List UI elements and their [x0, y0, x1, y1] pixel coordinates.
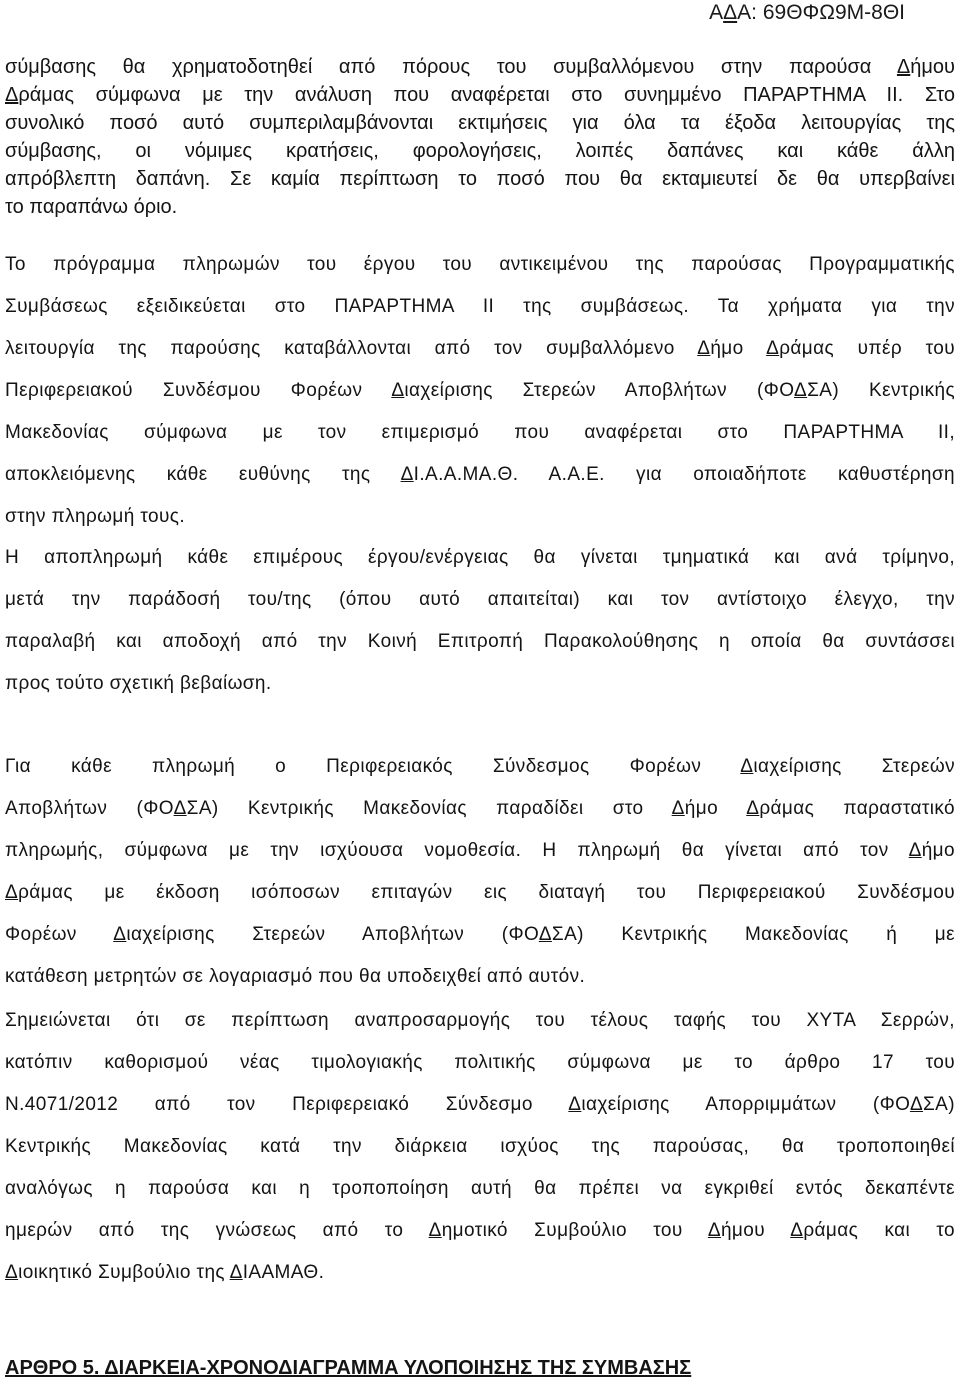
paragraph-line: σύμβασης θα χρηματοδοτηθεί από πόρους του συμβαλλόμενου στην παρούσα Δήμου	[5, 56, 955, 78]
paragraph-line: προς τούτο σχετική βεβαίωση.	[5, 673, 272, 694]
paragraph-line: μετά την παράδοσή του/της (όπου αυτό απαιτείται) και τον αντίστοιχο έλεγχο, την	[5, 589, 955, 610]
paragraph-line: αναλόγως η παρούσα και η τροποποίηση αυτή θα πρέπει να εγκριθεί εντός δεκαπέντε	[5, 1178, 955, 1199]
ada-document-code: ΑΔΑ: 69ΘΦΩ9Μ-8ΘΙ	[709, 1, 905, 24]
paragraph-line: κατόπιν καθορισμού νέας τιμολογιακής πολιτικής σύμφωνα με το άρθρο 17 του	[5, 1052, 955, 1073]
paragraph-line: στην πληρωμή τους.	[5, 506, 186, 527]
paragraph-line: Διοικητικό Συμβούλιο της ΔΙΑΑΜΑΘ.	[5, 1262, 325, 1283]
paragraph-line: συνολικό ποσό αυτό συμπεριλαμβάνονται εκτιμήσεις για όλα τα έξοδα λειτουργίας της	[5, 112, 955, 134]
paragraph-line: Συμβάσεως εξειδικεύεται στο ΠΑΡΑΡΤΗΜΑ ΙΙ της συμβάσεως. Τα χρήματα για την	[5, 296, 955, 317]
paragraph-line: Ν.4071/2012 από τον Περιφερειακό Σύνδεσμο Διαχείρισης Απορριμμάτων (ΦΟΔΣΑ)	[5, 1094, 955, 1115]
paragraph-line: Δράμας σύμφωνα με την ανάλυση που αναφέρεται στο συνημμένο ΠΑΡΑΡΤΗΜΑ ΙΙ. Στο	[5, 84, 955, 106]
paragraph-repayment	[5, 537, 955, 705]
paragraph-line: Σημειώνεται ότι σε περίπτωση αναπροσαρμογής του τέλους ταφής του ΧΥΤΑ Σερρών,	[5, 1010, 955, 1031]
paragraph-line: Η αποπληρωμή κάθε επιμέρους έργου/ενέργειας θα γίνεται τμηματικά και ανά τρίμηνο,	[5, 547, 955, 568]
paragraph-payment-procedure	[5, 746, 955, 998]
paragraph-funding	[5, 53, 955, 221]
paragraph-line: Δράμας με έκδοση ισόποσων επιταγών εις διαταγή του Περιφερειακού Συνδέσμου	[5, 882, 955, 903]
paragraph-line: Φορέων Διαχείρισης Στερεών Αποβλήτων (ΦΟΔΣΑ) Κεντρικής Μακεδονίας ή με	[5, 924, 956, 945]
paragraph-line: Μακεδονίας σύμφωνα με τον επιμερισμό που αναφέρεται στο ΠΑΡΑΡΤΗΜΑ ΙΙ,	[5, 422, 955, 443]
paragraph-line: λειτουργία της παρούσης καταβάλλονται από τον συμβαλλόμενο Δήμο Δράμας υπέρ του	[5, 338, 956, 359]
paragraph-line: παραλαβή και αποδοχή από την Κοινή Επιτροπή Παρακολούθησης η οποία θα συντάσσει	[5, 631, 955, 652]
paragraph-line: πληρωμής, σύμφωνα με την ισχύουσα νομοθεσία. Η πληρωμή θα γίνεται από τον Δήμο	[5, 840, 955, 861]
paragraph-line: κατάθεση μετρητών σε λογαριασμό που θα υποδειχθεί από αυτόν.	[5, 966, 586, 987]
paragraph-fee-adjustment	[5, 1000, 955, 1294]
paragraph-line: Το πρόγραμμα πληρωμών του έργου του αντικειμένου της παρούσας Προγραμματικής	[5, 254, 955, 275]
article-heading: ΑΡΘΡΟ 5. ΔΙΑΡΚΕΙΑ-ΧΡΟΝΟΔΙΑΓΡΑΜΜΑ ΥΛΟΠΟΙΗΣΗΣ ΤΗΣ ΣΥΜΒΑΣΗΣ	[5, 1357, 692, 1379]
paragraph-line: Κεντρικής Μακεδονίας κατά την διάρκεια ισχύος της παρούσας, θα τροποποιηθεί	[5, 1136, 955, 1157]
paragraph-line: σύμβασης, οι νόμιμες κρατήσεις, φορολογήσεις, λοιπές δαπάνες και κάθε άλλη	[5, 140, 955, 162]
paragraph-line: Περιφερειακού Συνδέσμου Φορέων Διαχείρισης Στερεών Αποβλήτων (ΦΟΔΣΑ) Κεντρικής	[5, 380, 955, 401]
paragraph-line: αποκλειόμενης κάθε ευθύνης της ΔΙ.Α.Α.ΜΑ.Θ. Α.Α.Ε. για οποιαδήποτε καθυστέρηση	[5, 464, 955, 485]
paragraph-payment-program	[5, 244, 955, 538]
paragraph-line: το παραπάνω όριο.	[5, 196, 178, 218]
paragraph-line: Αποβλήτων (ΦΟΔΣΑ) Κεντρικής Μακεδονίας παραδίδει στο Δήμο Δράμας παραστατικό	[5, 798, 956, 819]
paragraph-line: Για κάθε πληρωμή ο Περιφερειακός Σύνδεσμος Φορέων Διαχείρισης Στερεών	[5, 756, 955, 777]
paragraph-line: ημερών από της γνώσεως από το Δημοτικό Συμβούλιο του Δήμου Δράμας και το	[5, 1220, 955, 1241]
paragraph-line: απρόβλεπτη δαπάνη. Σε καμία περίπτωση το ποσό που θα εκταμιευτεί δε θα υπερβαίνει	[5, 168, 955, 190]
